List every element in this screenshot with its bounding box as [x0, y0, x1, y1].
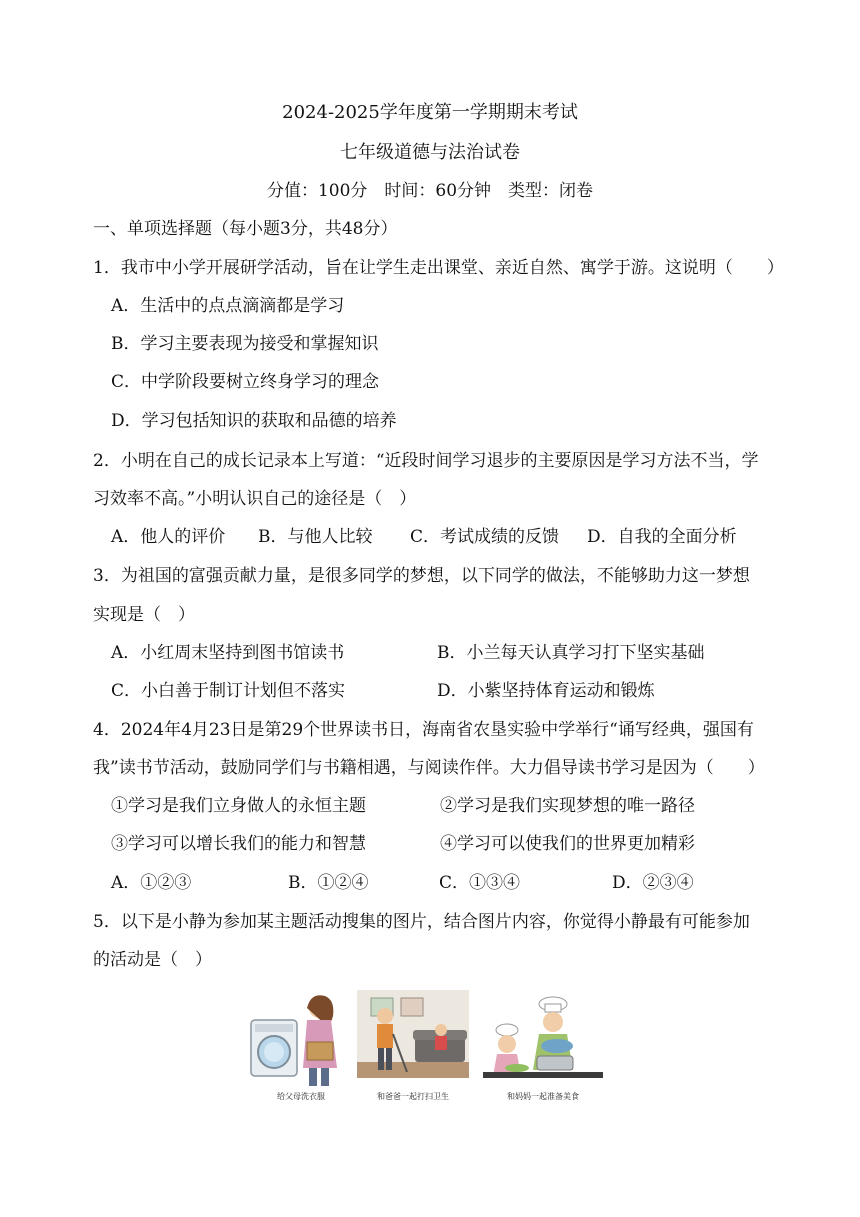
section-heading: 一、单项选择题（每小题3分，共48分） [93, 219, 398, 239]
exam-title: 2024-2025学年度第一学期期末考试 [282, 102, 578, 123]
question-2-stem-line1: 2．小明在自己的成长记录本上写道：“近段时间学习退步的主要原因是学习方法不当，学 [93, 451, 759, 471]
activity-illustrations [247, 990, 613, 1106]
question-3-stem-line2: 实现是（ ） [93, 605, 195, 625]
question-1-option-d: D．学习包括知识的获取和品德的培养 [111, 411, 397, 431]
question-4-stem-line1: 4．2024年4月23日是第29个世界读书日，海南省农垦实验中学举行“诵写经典，强国有 [93, 720, 754, 740]
question-4-statement-4: ④学习可以使我们的世界更加精彩 [440, 834, 695, 854]
question-4-statement-1: ①学习是我们立身做人的永恒主题 [111, 796, 366, 816]
question-2-option-b: B．与他人比较 [258, 527, 373, 547]
question-4-option-b: B．①②④ [288, 873, 369, 893]
laundry-illustration [247, 990, 355, 1106]
question-2-option-a: A．他人的评价 [111, 527, 226, 547]
question-2-stem-line2: 习效率不高。”小明认识自己的途径是（ ） [93, 489, 417, 509]
question-2-option-c: C．考试成绩的反馈 [410, 527, 560, 547]
exam-subtitle: 七年级道德与法治试卷 [340, 142, 520, 163]
question-3-stem-line1: 3．为祖国的富强贡献力量，是很多同学的梦想，以下同学的做法，不能够助力这一梦想 [93, 566, 750, 586]
question-5-stem-line1: 5．以下是小静为参加某主题活动搜集的图片，结合图片内容，你觉得小静最有可能参加 [93, 912, 750, 932]
question-4-statement-3: ③学习可以增长我们的能力和智慧 [111, 834, 366, 854]
question-5-stem-line2: 的活动是（ ） [93, 950, 212, 970]
question-4-option-a: A．①②③ [111, 873, 192, 893]
question-1-option-b: B．学习主要表现为接受和掌握知识 [111, 334, 379, 354]
question-4-option-c: C．①③④ [439, 873, 521, 893]
question-3-option-d: D．小紫坚持体育运动和锻炼 [437, 681, 655, 701]
question-1-option-a: A．生活中的点点滴滴都是学习 [111, 296, 345, 316]
question-4-stem-line2: 我”读书节活动，鼓励同学们与书籍相遇，与阅读作伴。大力倡导读书学习是因为（ ） [93, 758, 765, 778]
question-1-option-c: C．中学阶段要树立终身学习的理念 [111, 372, 380, 392]
caption-laundry: 给父母洗衣服 [277, 1092, 325, 1101]
cleaning-illustration [357, 990, 469, 1106]
question-3-option-b: B．小兰每天认真学习打下坚实基础 [437, 643, 705, 663]
question-4-option-d: D．②③④ [612, 873, 694, 893]
question-4-statement-2: ②学习是我们实现梦想的唯一路径 [440, 796, 695, 816]
question-3-option-c: C．小白善于制订计划但不落实 [111, 681, 346, 701]
exam-meta: 分值：100分 时间：60分钟 类型：闭卷 [266, 181, 594, 201]
caption-cleaning: 和爸爸一起打扫卫生 [377, 1092, 449, 1101]
question-2-option-d: D．自我的全面分析 [587, 527, 737, 547]
caption-cooking: 和妈妈一起准备美食 [507, 1092, 579, 1101]
question-1-stem: 1．我市中小学开展研学活动，旨在让学生走出课堂、亲近自然、寓学于游。这说明（ ） [93, 258, 784, 278]
question-3-option-a: A．小红周末坚持到图书馆读书 [111, 643, 345, 663]
cooking-illustration [473, 990, 613, 1106]
